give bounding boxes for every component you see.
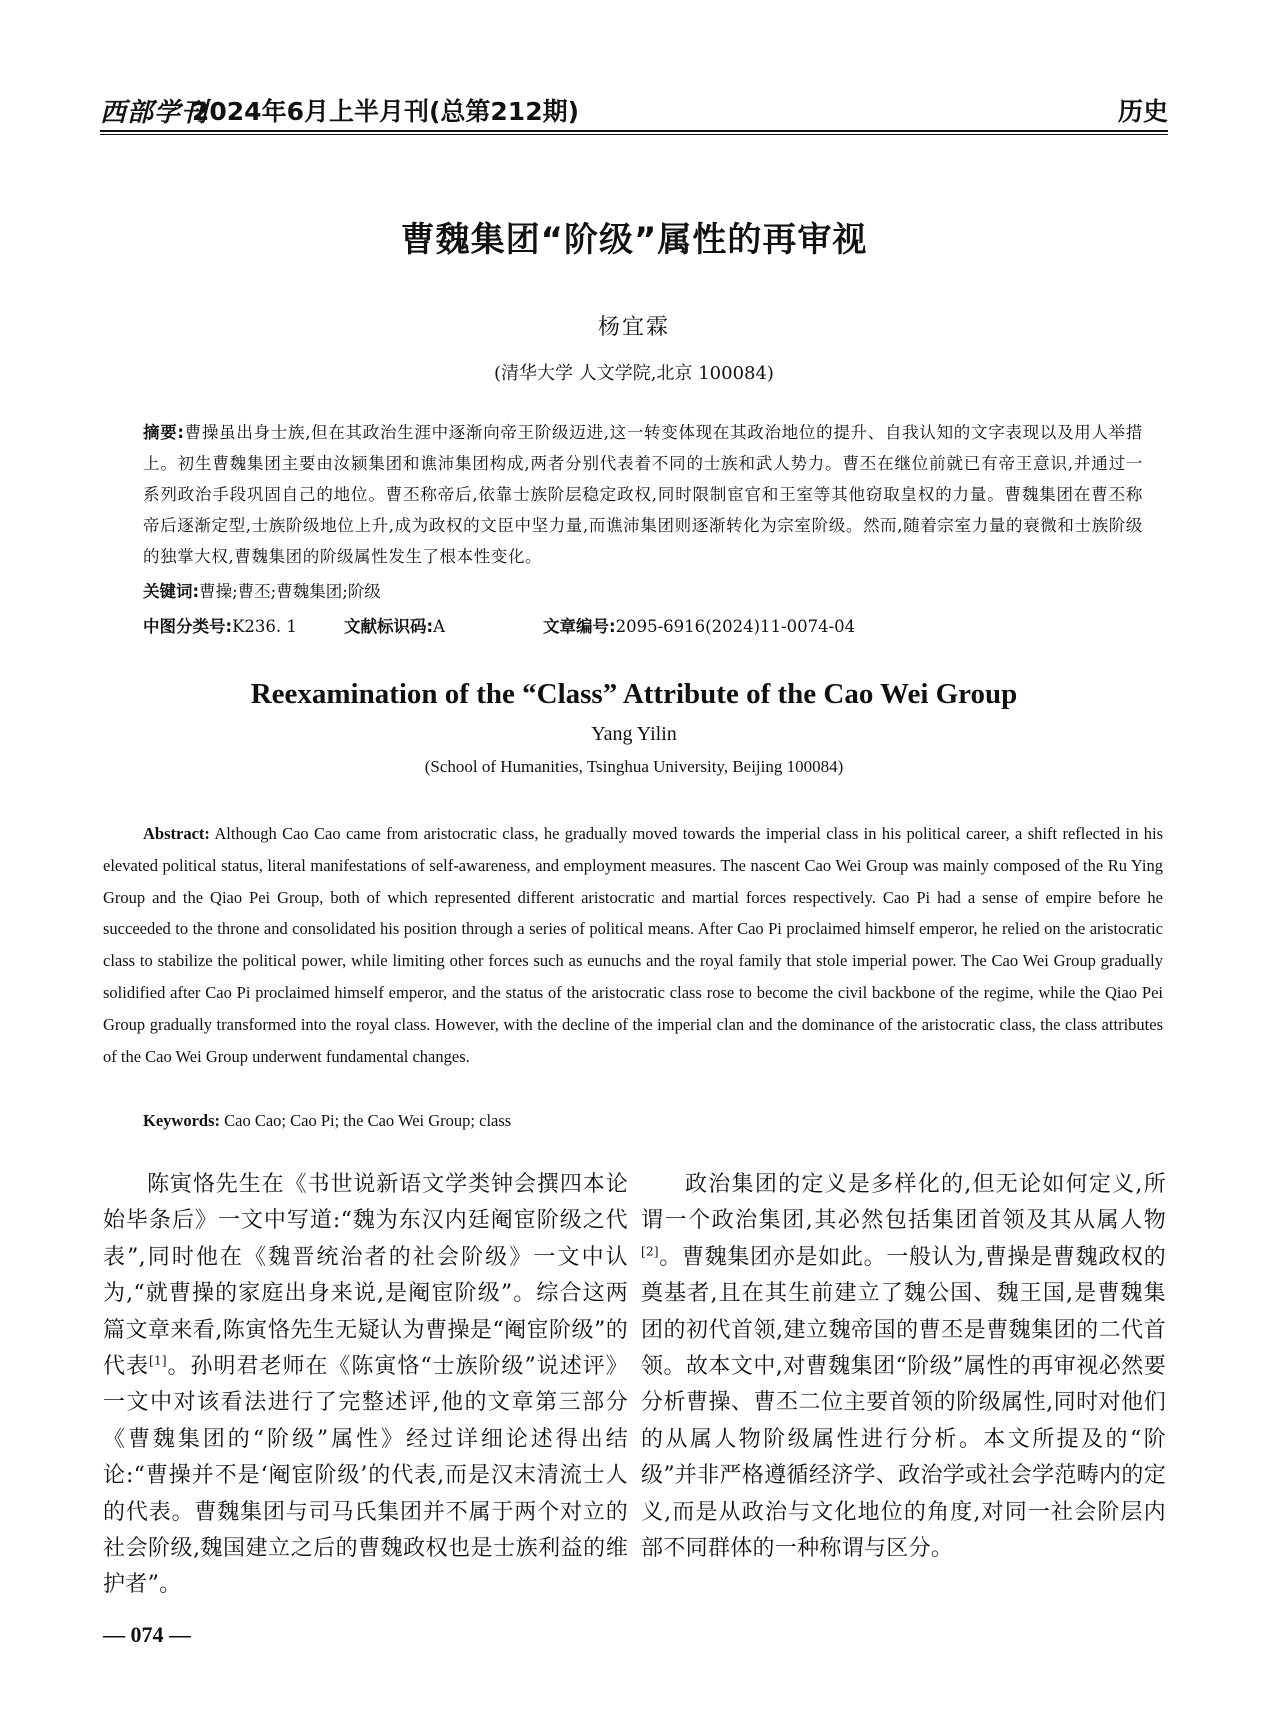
body-column-left xyxy=(103,1167,628,1604)
clc-label: 中图分类号: xyxy=(143,617,233,636)
abstract-label-cn: 摘要: xyxy=(143,423,185,442)
keywords-text-cn: 曹操;曹丕;曹魏集团;阶级 xyxy=(199,582,381,601)
journal-issue: 2024年6月上半月刊(总第212期) xyxy=(192,97,580,126)
section-label: 历史 xyxy=(1117,97,1168,126)
body-paragraph xyxy=(641,1167,1166,1567)
abstract-text-en: Although Cao Cao came from aristocratic class, he gradually moved towards the imperial class in his political career, a shift reflected in his elevated political status, literal manifestations of self-awareness, and employment measures. The nascent Cao Wei Group was mainly composed of the Ru Ying Group and the Qiao Pei Group, both of which represented different aristocratic and martial forces respectively. Cao Pi had a sense of empire before he succeeded to the throne and consolidated his position through a series of political means. After Cao Pi proclaimed himself emperor, he relied on the aristocratic class to stabilize the political power, while limiting other forces such as eunuchs and the royal family that stole imperial power. The Cao Wei Group gradually solidified after Cao Pi proclaimed himself emperor, and the status of the aristocratic class rose to become the civil backbone of the regime, while the Qiao Pei Group gradually transformed into the royal class. However, with the decline of the imperial clan and the dominance of the aristocratic class, the class attributes of the Cao Wei Group underwent fundamental changes. xyxy=(103,824,1163,1066)
doc-code-value: A xyxy=(433,617,446,636)
clc-value: K236. 1 xyxy=(232,617,297,636)
abstract-cn xyxy=(143,417,1143,572)
abstract-en xyxy=(103,818,1163,1072)
article-number-value: 2095-6916(2024)11-0074-04 xyxy=(615,617,856,636)
author-en: Yang Yilin xyxy=(591,723,677,745)
body-text: 。孙明君老师在《陈寅恪“士族阶级”说述评》一文中对该看法进行了完整述评,他的文章第三部分《曹魏集团的“阶级”属性》经过详细论述得出结论:“曹操并不是‘阉宦阶级’的代表,而是汉末清流士人的代表。曹魏集团与司马氏集团并不属于两个对立的社会阶级,魏国建立之后的曹魏政权也是士族利益的维护者”。 xyxy=(103,1354,628,1598)
keywords-cn xyxy=(143,578,1143,602)
article-number-label: 文章编号: xyxy=(543,617,616,636)
article-title-en: Reexamination of the “Class” Attribute of the Cao Wei Group xyxy=(250,678,1018,710)
doc-code-label: 文献标识码: xyxy=(344,617,434,636)
abstract-text-cn: 曹操虽出身士族,但在其政治生涯中逐渐向帝王阶级迈进,这一转变体现在其政治地位的提升、自我认知的文字表现以及用人举措上。初生曹魏集团主要由汝颍集团和谯沛集团构成,两者分别代表着不同的士族和武人势力。曹丕在继位前就已有帝王意识,并通过一系列政治手段巩固自己的地位。曹丕称帝后,依靠士族阶层稳定政权,同时限制宦官和王室等其他窃取皇权的力量。曹魏集团在曹丕称帝后逐渐定型,士族阶级地位上升,成为政权的文臣中坚力量,而谯沛集团则逐渐转化为宗室阶级。然而,随着宗室力量的衰微和士族阶级的独掌大权,曹魏集团的阶级属性发生了根本性变化。 xyxy=(143,423,1143,566)
abstract-label-en: Abstract: xyxy=(143,824,210,843)
clc-code xyxy=(143,613,297,637)
citation-ref[interactable]: [1] xyxy=(148,1353,167,1368)
body-text: 。曹魏集团亦是如此。一般认为,曹操是曹魏政权的奠基者,且在其生前建立了魏公国、魏王国,是曹魏集团的初代首领,建立魏帝国的曹丕是曹魏集团的二代首领。故本文中,对曹魏集团“阶级”属性的再审视必然要分析曹操、曹丕二位主要首领的阶级属性,同时对他们的从属人物阶级属性进行分析。本文所提及的“阶级”并非严格遵循经济学、政治学或社会学范畴内的定义,而是从政治与文化地位的角度,对同一社会阶层内部不同群体的一种称谓与区分。 xyxy=(641,1244,1166,1562)
citation-ref[interactable]: [2] xyxy=(641,1244,659,1259)
keywords-label-en: Keywords: xyxy=(143,1111,220,1130)
running-header xyxy=(100,88,1168,128)
article-title-cn: 曹魏集团“阶级”属性的再审视 xyxy=(400,220,868,260)
body-text: 陈寅恪先生在《书世说新语文学类钟会撰四本论始毕条后》一文中写道:“魏为东汉内廷阉宦阶级之代表”,同时他在《魏晋统治者的社会阶级》一文中认为,“就曹操的家庭出身来说,是阉宦阶级”。综合这两篇文章来看,陈寅恪先生无疑认为曹操是“阉宦阶级”的代表 xyxy=(103,1172,628,1380)
header-rule-thin xyxy=(100,134,1168,135)
body-text: 政治集团的定义是多样化的,但无论如何定义,所谓一个政治集团,其必然包括集团首领及其从属人物 xyxy=(641,1172,1166,1234)
body-column-right xyxy=(641,1167,1166,1567)
author-cn: 杨宜霖 xyxy=(597,315,670,340)
affiliation-cn: (清华大学 人文学院,北京 100084) xyxy=(494,363,774,384)
keywords-label-cn: 关键词: xyxy=(143,582,200,601)
keywords-text-en: Cao Cao; Cao Pi; the Cao Wei Group; class xyxy=(224,1111,512,1130)
body-paragraph xyxy=(103,1167,628,1604)
journal-logo: 西部学刊 xyxy=(100,98,209,128)
article-number xyxy=(543,613,855,637)
affiliation-en: (School of Humanities, Tsinghua University, Beijing 100084) xyxy=(424,757,844,776)
page-number: — 074 — xyxy=(103,1622,191,1647)
doc-code xyxy=(344,613,445,637)
keywords-en xyxy=(143,1111,511,1131)
header-rule xyxy=(100,130,1168,132)
